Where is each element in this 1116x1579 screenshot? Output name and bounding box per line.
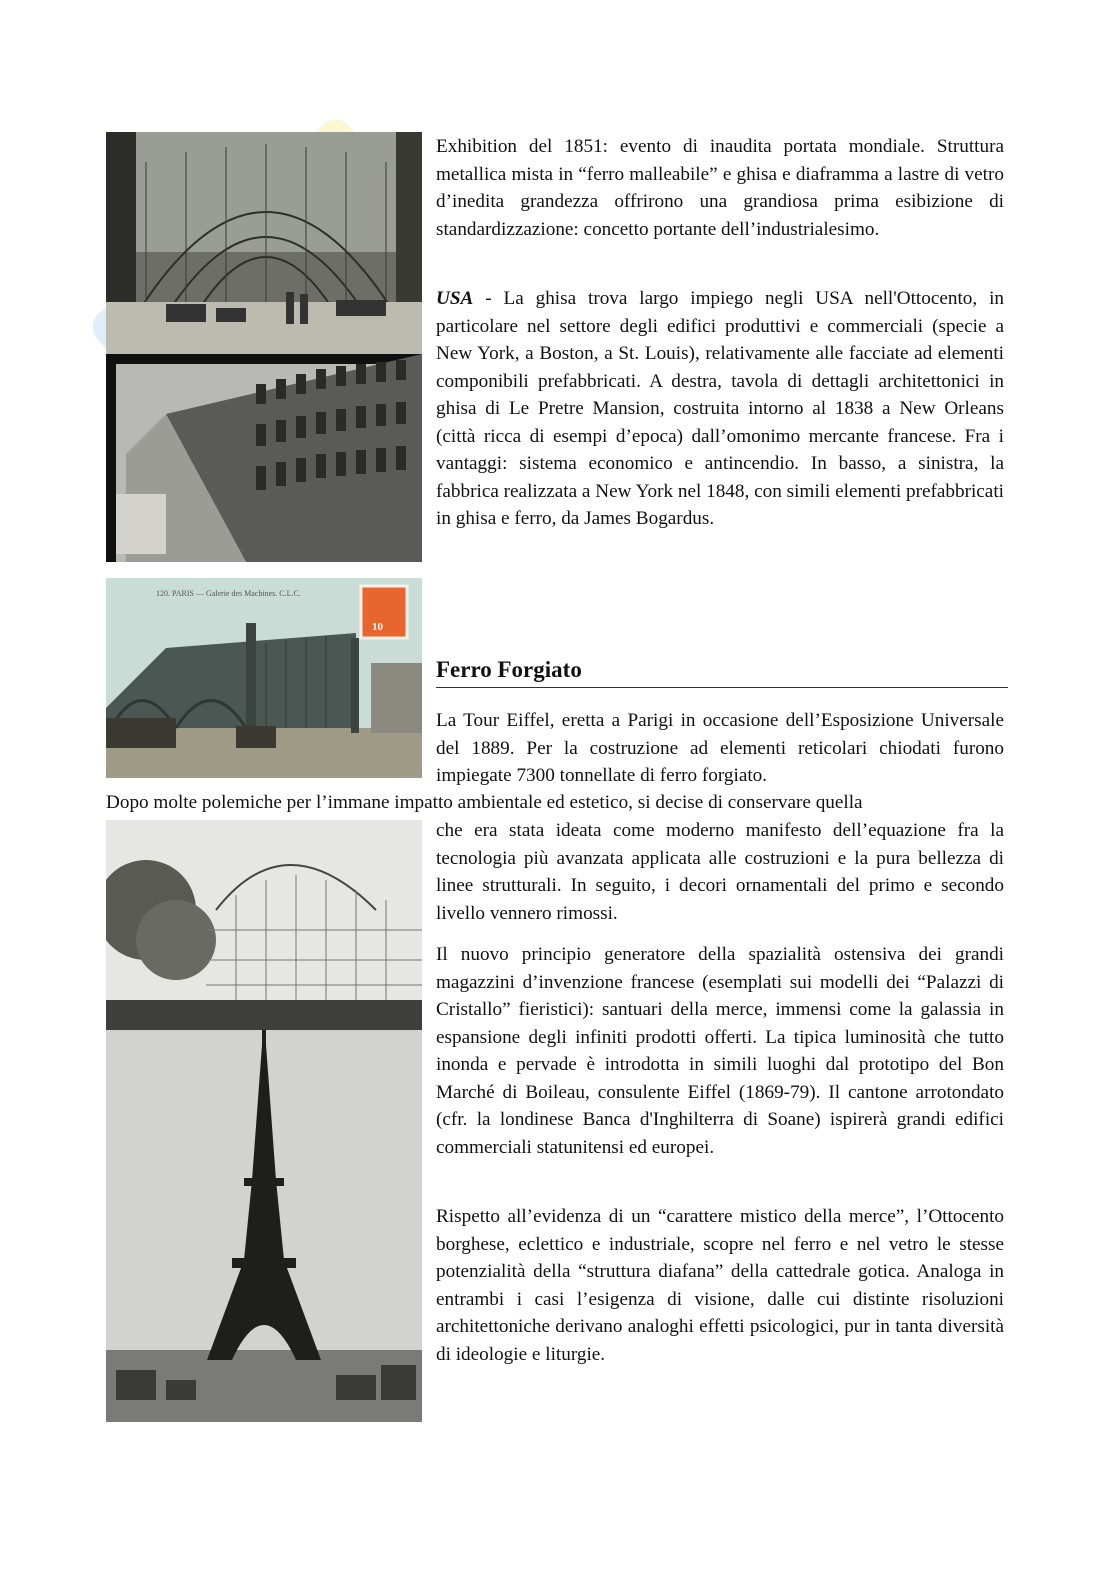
galerie-des-machines-postcard — [106, 578, 422, 778]
paragraph-tour-eiffel-continued: che era stata ideata come moderno manifesto dell’equazione fra la tecnologia più avanzata applicata alle costruzioni e la pura bellezza di linee strutturali. In seguito, i decori ornamentali del primo e secondo livello vennero rimossi. — [436, 820, 1004, 924]
usa-lead: USA — [436, 288, 474, 309]
cast-iron-buildings-photo — [106, 354, 422, 562]
section-heading-ferro-forgiato: Ferro Forgiato — [436, 657, 1008, 688]
crystal-palace-engraving — [106, 820, 422, 1030]
paragraph-usa — [436, 285, 1004, 533]
postcard-caption: 120. PARIS — Galerie des Machines. C.L.C. — [156, 589, 301, 598]
paragraph-grandi-magazzini: Il nuovo principio generatore della spazialità ostensiva dei grandi magazzini d’invenzione francese (esemplati sui modelli dei “Palazzi di Cristallo” fieristici): santuari della merce, immensi come la galassia in espansione degli infiniti prodotti offerti. La tipica luminosità che tutto inonda e pervade è introdotta in simili luoghi dal prototipo del Bon Marché di Boileau, consulente Eiffel (1869-79). Il cantone arrotondato (cfr. la londinese Banca d'Inghilterra di Soane) ispirerà grandi edifici commerciali statunitensi ed europei. — [436, 944, 1004, 1158]
paragraph-exhibition-1851: Exhibition del 1851: evento di inaudita portata mondiale. Struttura metallica mista in “ferro malleabile” e ghisa e diaframma a lastre di vetro d’inedita grandezza offrirono una grandiosa prima esibizione di standardizzazione: concetto portante dell’industrialesimo. — [436, 136, 1004, 240]
eiffel-tower-photo — [106, 1030, 422, 1422]
paragraph-tour-eiffel-intro: La Tour Eiffel, eretta a Parigi in occasione dell’Esposizione Universale del 1889. Per la costruzione ad elementi reticolari chiodati furono impiegate 7300 tonnellate di ferro forgiato. — [436, 710, 1004, 786]
stamp-value: 10 — [372, 621, 383, 633]
paragraph-carattere-mistico: Rispetto all’evidenza di un “carattere mistico della merce”, l’Ottocento borghese, eclettico e industriale, scopre nel ferro e nel vetro le stesse potenzialità della “struttura diafana” della cattedrale gotica. Analoga in entrambi i casi l’esigenza di visione, dalle cui distinte risoluzioni architettoniche derivano analoghi effetti psicologici, pur in tanta diversità di ideologie e liturgie. — [436, 1206, 1004, 1365]
station-hall-photo — [106, 132, 422, 354]
usa-body: - La ghisa trova largo impiego negli USA nell'Ottocento, in particolare nel settore degli edifici produttivi e commerciali (specie a New York, a Boston, a St. Louis), relativamente alle facciate ad elementi componibili prefabbricati. A destra, tavola di dettagli architettonici in ghisa di Le Pretre Mansion, costruita intorno al 1838 a New Orleans (città ricca di esempi d’epoca) dall’omonimo mercante francese. Fra i vantaggi: sistema economico e antincendio. In basso, a sinistra, la fabbrica realizzata a New York nel 1848, con simili elementi prefabbricati in ghisa e ferro, da James Bogardus. — [436, 288, 1004, 529]
paragraph-tour-eiffel-fullwidth-line: Dopo molte polemiche per l’immane impatto ambientale ed estetico, si decise di conservare quella — [106, 792, 863, 813]
